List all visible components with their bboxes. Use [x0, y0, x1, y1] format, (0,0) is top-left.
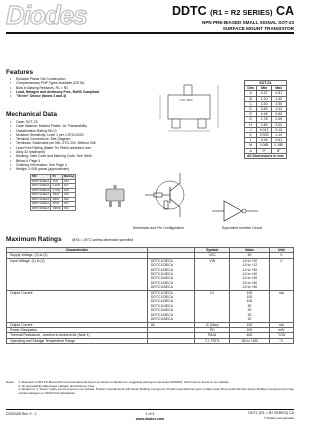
max-ratings-cell-parts: DDTC113ECA DDTC123ECA DDTC143ECA DDTC114ECA DDTC124ECA DDTC144ECA DDTC115ECA [147, 258, 194, 290]
table-row [7, 338, 294, 343]
sot23-cell: 0.37 [257, 91, 272, 96]
max-ratings-column-header: Value [230, 248, 269, 253]
sot23-table-title: SOT-23 [245, 81, 287, 86]
sot23-cell: 2.50 [271, 101, 286, 106]
sot23-cell: M [245, 143, 257, 148]
sot23-cell: 0.61 [271, 138, 286, 143]
max-ratings-cell-char: Output Current [7, 290, 148, 322]
page-title [172, 4, 294, 20]
max-ratings-table [6, 247, 294, 344]
sot23-column-header: Max [271, 86, 286, 91]
sot23-cell: 1.10 [271, 133, 286, 138]
max-ratings-column-header: Symbol [195, 248, 230, 253]
mechanical-heading: Mechanical Data [6, 111, 57, 118]
max-ratings-cell-unit: °C [269, 338, 293, 343]
table-row [7, 290, 294, 322]
mechanical-item: • Case: SOT-23 [16, 120, 124, 124]
max-ratings-cell-unit: V [269, 258, 293, 290]
feature-item: • Epitaxial Planar Die Construction [16, 77, 121, 81]
footer-copyright: © Diodes Incorporated [263, 416, 294, 420]
sot23-cell: 1.20 [257, 96, 272, 101]
max-ratings-cell-char: Supply Voltage, (3) to (2) [7, 253, 148, 258]
max-ratings-cell-char: Output Current [7, 322, 148, 327]
schematic-caption: Schematic and Pin Configuration [133, 226, 184, 230]
sot23-cell: B [245, 96, 257, 101]
sot23-cell: L [245, 138, 257, 143]
marking-cell: DDTC143ECA [32, 188, 50, 192]
max-ratings-cell-unit: mA [269, 322, 293, 327]
sot23-cell: 2.80 [257, 122, 272, 127]
feature-item: • Lead, Halogen and Antimony Free, RoHS Compliant [16, 90, 121, 94]
max-ratings-cell-symbol: IO [195, 290, 230, 322]
footer-doc-number: DS30328 Rev. 9 - 2 [6, 412, 37, 416]
marking-cell: 2.2KΩ [51, 184, 62, 189]
max-ratings-cell-value: 100 [230, 322, 269, 327]
marking-column-header: P/N [31, 175, 51, 180]
sot23-cell: D [245, 107, 257, 112]
max-ratings-cell-symbol: TJ, TSTG [195, 338, 230, 343]
sot23-cell: K [245, 133, 257, 138]
notes-label: Notes: [6, 380, 15, 384]
sot23-cell: 0.013 [257, 127, 272, 132]
sot23-cell: 0.085 [257, 143, 272, 148]
max-ratings-cell-value: -55 to +150 [230, 338, 269, 343]
sot23-chip-image [100, 183, 130, 218]
max-ratings-cell-parts [147, 338, 194, 343]
max-ratings-column-header: Unit [269, 248, 293, 253]
table-row [31, 179, 76, 184]
sot23-cell: 0.10 [271, 127, 286, 132]
max-ratings-cell-char: Thermal Resistance, Junction to Ambient Air (Note 1) [7, 333, 148, 338]
marking-column-header: R1 [51, 175, 62, 180]
sot23-cell: 0.180 [271, 143, 286, 148]
table-row [245, 133, 287, 138]
max-ratings-cell-value: -10 to +10 -10 to +12 -10 to +30 -10 to +40 -10 to +40 -10 to +40 -10 to +40 [230, 258, 269, 290]
inverter-caption: Equivalent Inverter Circuit [222, 226, 263, 230]
sot23-cell: 1.78 [257, 117, 272, 122]
table-row [245, 127, 287, 132]
mechanical-item: • Below & Page 4 [16, 159, 124, 163]
footer-website-link[interactable]: www.diodes.com [135, 417, 165, 421]
subtitle-line-1: NPN PRE-BIASED SMALL SIGNAL SOT-23 [202, 20, 294, 25]
features-heading: Features [6, 69, 34, 76]
header-divider [6, 32, 294, 34]
mechanical-item: • Moisture Sensitivity: Level 1 per J-STD-020D [16, 133, 124, 137]
title-main: DDTC [171, 4, 207, 18]
max-ratings-cell-symbol: VIN [195, 258, 230, 290]
max-ratings-cell-unit: V [269, 253, 293, 258]
table-row [245, 91, 287, 96]
diodes-logo-watermark: Diodes [6, 0, 87, 30]
marking-cell: 47KΩ [51, 202, 62, 207]
sot23-cell: J [245, 127, 257, 132]
sot23-cell: 0.903 [257, 133, 272, 138]
marking-cell: 10KΩ [51, 193, 62, 198]
max-ratings-cell-value: 50 [230, 253, 269, 258]
footer-part-name: DDTC (R1 = R2 SERIES) CA [248, 411, 294, 415]
max-ratings-cell-symbol: VCC [195, 253, 230, 258]
marking-cell: DDTC115ECA [32, 206, 50, 210]
table-row [245, 117, 287, 122]
marking-cell: 22KΩ [51, 197, 62, 202]
schematic-diagram [140, 165, 200, 230]
table-row [31, 206, 76, 211]
marking-cell: DDTC114ECA [32, 193, 50, 196]
marking-cell: N21 [62, 202, 75, 207]
max-ratings-heading: Maximum Ratings [6, 236, 62, 243]
sot23-column-header: Dim [245, 86, 257, 91]
sot23-cell: 2.05 [271, 117, 286, 122]
table-row [31, 197, 76, 202]
marking-table [30, 174, 76, 211]
sot23-cell: 0° [257, 148, 272, 153]
max-ratings-cell-char: Input Voltage, (1) to (2) [7, 258, 148, 290]
table-row [245, 112, 287, 117]
marking-cell: 100KΩ [52, 206, 61, 210]
note-item: 3. Diodes Inc.'s "Green" policy can be found on our website. Product manufactured with Green Molding Compound. Product manufactured prior to Date Code V9 are built with Non-Green Molding Compound and may contain Halogens or Sb2O3 Fire Retardants. [18, 387, 294, 395]
mechanical-item: • Weight: 0.008 grams (approximate) [16, 167, 124, 171]
footer-page-number: 1 of 4 [145, 412, 155, 416]
sot23-cell: C [245, 101, 257, 106]
max-ratings-column-header: Characteristic [7, 248, 148, 253]
sot23-cell: 0.45 [257, 138, 272, 143]
max-ratings-cell-value: 200 [230, 327, 269, 332]
table-row [245, 122, 287, 127]
title-suffix: CA [275, 4, 294, 18]
max-ratings-cell-symbol: PD [195, 327, 230, 332]
mechanical-item: • Ordering Information: See Page 4 [16, 163, 124, 167]
max-ratings-cell-char: Power Dissipation [7, 327, 148, 332]
mechanical-item: • Terminals: Solderable per MIL-STD-202, Method 208 [16, 141, 124, 145]
max-ratings-cell-parts: All [147, 322, 194, 327]
sot23-cell: E [245, 112, 257, 117]
notes-section [6, 381, 294, 395]
sot23-column-header: Min [257, 86, 272, 91]
max-ratings-cell-value: 100 100 100 50 30 30 20 [230, 290, 269, 322]
table-row [245, 101, 287, 106]
mechanical-item: • Classification Rating 94V-0 [16, 129, 124, 133]
max-ratings-cell-unit: °C/W [269, 333, 293, 338]
sot23-cell: 8° [271, 148, 286, 153]
max-ratings-cell-value: 625 [230, 333, 269, 338]
sot23-cell: 2.30 [257, 101, 272, 106]
max-ratings-cell-symbol: RθJA [195, 333, 230, 338]
sot23-cell: 3.00 [271, 122, 286, 127]
feature-item: • Complementary PNP Types Available (DDTA) [16, 81, 121, 85]
note-item: 2. No purposefully added lead. Halogen and Antimony Free. [18, 383, 96, 388]
marking-cell: N18 [62, 188, 75, 193]
sot23-package-drawing [140, 79, 240, 144]
mechanical-item: • Alloy 42 leadframe) [16, 150, 124, 154]
table-row [245, 138, 287, 143]
marking-cell: DDTC113ECA [32, 179, 50, 183]
mechanical-list [6, 120, 124, 172]
sot23-cell: 1.40 [271, 96, 286, 101]
feature-item: • "Green" Device (Notes 2 and 3) [16, 94, 121, 98]
sot23-cell: 0.89 [257, 107, 272, 112]
max-ratings-cell-char: Operating and Storage Temperature Range [7, 338, 148, 343]
sot23-cell: 0.45 [257, 112, 272, 117]
table-row [245, 96, 287, 101]
sot23-cell: H [245, 122, 257, 127]
marking-cell: 1KΩ [51, 179, 62, 184]
sot23-cell: 0.60 [271, 112, 286, 117]
sot23-dimension-table [244, 80, 287, 159]
mechanical-item: • Marking: Date Code and Marking Code: See Table [16, 154, 124, 158]
table-row [7, 258, 294, 290]
max-ratings-cell-symbol: IC (Max) [195, 322, 230, 327]
top-view-label: TOP VIEW [180, 99, 193, 102]
marking-column-header: Marking [63, 175, 75, 178]
max-ratings-cell-unit: mA [269, 290, 293, 322]
sot23-cell: G [245, 117, 257, 122]
note-item: 1. Mounted on FR4 PC Board with recommended pad layout as shown on Diodes Inc. suggested pad layout document AP02001, which can be found on our website. [18, 380, 230, 384]
table-row [245, 148, 287, 153]
footer-divider [6, 409, 294, 410]
table-row [245, 107, 287, 112]
marking-cell: DDTC123ECA [32, 184, 50, 187]
marking-cell: N23 [62, 206, 75, 211]
feature-item: • Built-In Biasing Resistors, R1 = R2 [16, 86, 121, 90]
sot23-cell: A [245, 91, 257, 96]
marking-cell: N17 [62, 184, 75, 189]
sot23-cell: 0.51 [271, 91, 286, 96]
marking-cell: DDTC124ECA [32, 197, 50, 201]
marking-cell: 4.7KΩ [51, 188, 62, 193]
sot23-cell: α [245, 148, 257, 153]
sot23-cell: 1.03 [271, 107, 286, 112]
max-ratings-condition: @TA = 25°C unless otherwise specified [72, 238, 134, 242]
marking-cell: N19 [62, 193, 75, 198]
max-ratings-cell-unit: mW [269, 327, 293, 332]
table-row [245, 143, 287, 148]
mechanical-item: • Terminal Connections: See Diagram [16, 137, 124, 141]
table-row [31, 188, 76, 193]
sot23-table-footer: All Dimensions in mm [245, 153, 287, 158]
features-list [6, 77, 121, 98]
subtitle-line-2: SURFACE MOUNT TRANSISTOR [222, 25, 294, 31]
mechanical-item: • Case Material: Molded Plastic. UL Flammability [16, 124, 124, 128]
marking-cell: N13 [62, 179, 75, 184]
title-paren: (R1 = R2 SERIES) [210, 8, 273, 17]
marking-cell: DDTC144ECA [32, 202, 50, 205]
marking-cell: N20 [62, 197, 75, 202]
max-ratings-cell-parts: DDTC113ECA DDTC123ECA DDTC143ECA DDTC114ECA DDTC124ECA DDTC144ECA DDTC115ECA [147, 290, 194, 322]
mechanical-item: • Lead Free Plating (Matte Tin Finish annealed over [16, 146, 124, 150]
